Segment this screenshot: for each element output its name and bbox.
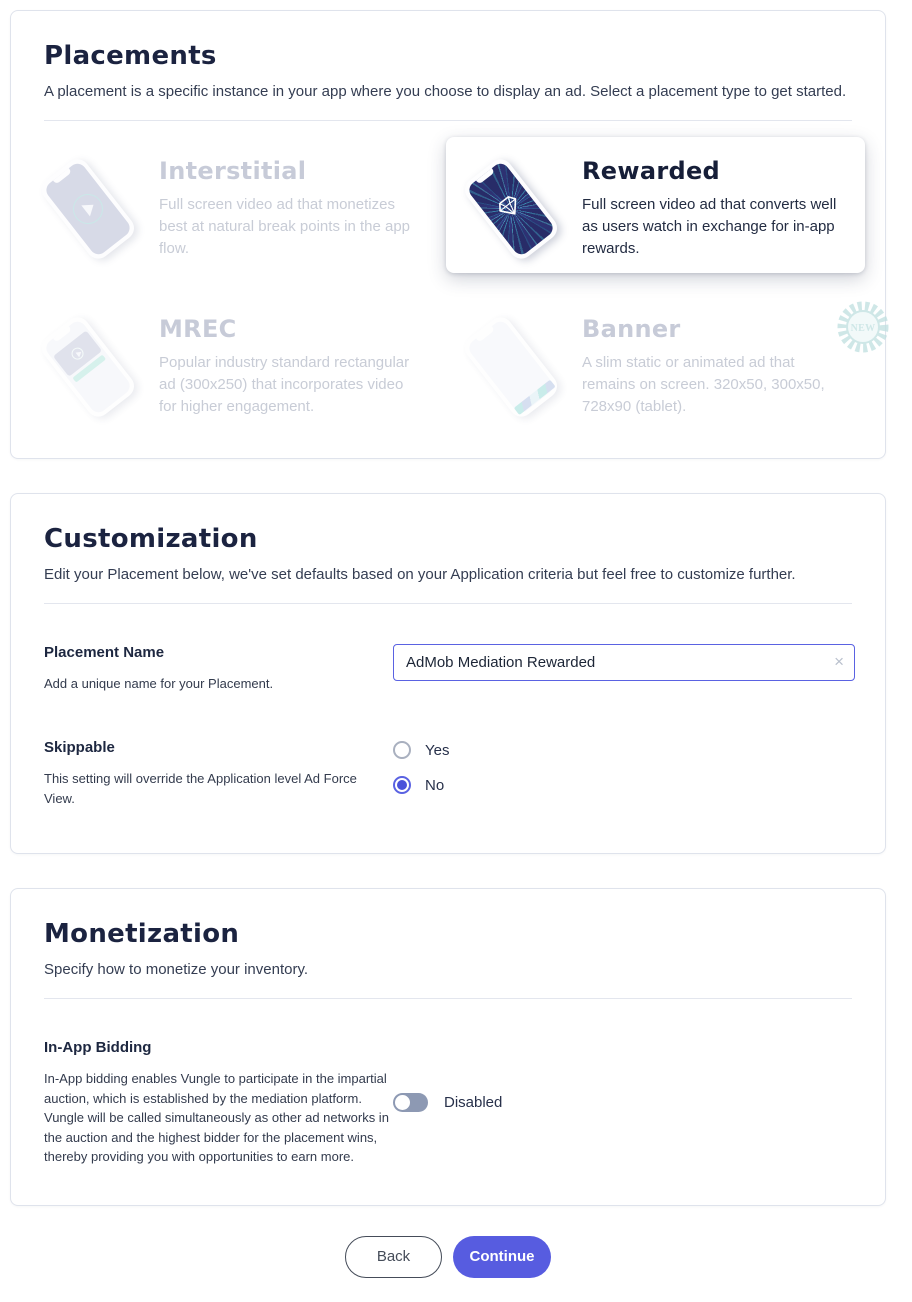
placements-title: Placements [44, 41, 217, 71]
banner-title: Banner NEW [582, 315, 845, 343]
divider [44, 603, 852, 604]
mrec-phone-icon [37, 309, 149, 417]
placement-option-banner[interactable] [446, 295, 876, 431]
footer-actions [10, 1236, 886, 1290]
toggle-knob [395, 1095, 410, 1110]
monetization-title: Monetization [44, 919, 240, 949]
rewarded-title: Rewarded [582, 157, 720, 185]
radio-selected-icon[interactable] [393, 776, 411, 794]
placement-options-grid [23, 137, 876, 458]
rewarded-phone-icon [460, 151, 572, 259]
mrec-description: Popular industry standard rectangular ad (300x250) that incorporates video for higher engagement. [159, 354, 410, 415]
skippable-option-yes[interactable] [393, 741, 852, 759]
mrec-title: MREC [159, 315, 237, 344]
banner-phone-icon [460, 309, 572, 417]
back-button[interactable]: Back [345, 1236, 442, 1278]
in-app-bidding-description: In-App bidding enables Vungle to participate in the impartial auction, which is established by the mediation platform. Vungle will be called simultaneously as other ad networks in the auction and the highest bidder for the placement wins, thereby providing you with opportunities to earn more. [44, 1071, 389, 1164]
placement-name-input[interactable] [393, 644, 855, 681]
radio-no-label: No [425, 776, 445, 794]
skippable-helper: This setting will override the Application level Ad Force View. [44, 771, 357, 806]
in-app-bidding-status: Disabled [444, 1094, 503, 1112]
placements-card [10, 10, 886, 459]
new-badge-icon [837, 301, 889, 353]
divider [44, 120, 852, 121]
customization-card [10, 493, 886, 855]
divider [44, 998, 852, 999]
skippable-option-no[interactable] [393, 776, 852, 794]
radio-yes-label: Yes [425, 741, 450, 759]
radio-unselected-icon[interactable] [393, 741, 411, 759]
monetization-card [10, 888, 886, 1206]
customization-title: Customization [44, 523, 258, 554]
placements-subtitle: A placement is a specific instance in your app where you choose to display an ad. Select a placement type to get started. [44, 83, 847, 100]
placement-name-helper: Add a unique name for your Placement. [44, 675, 274, 691]
continue-button[interactable]: Continue [453, 1236, 551, 1278]
rewarded-description: Full screen video ad that converts well as users watch in exchange for in-app rewards. [582, 196, 837, 257]
placement-option-interstitial[interactable] [23, 137, 442, 273]
interstitial-phone-icon [37, 151, 149, 259]
placement-name-label: Placement Name [44, 643, 165, 661]
placement-option-mrec[interactable] [23, 295, 442, 431]
in-app-bidding-toggle[interactable] [393, 1093, 428, 1112]
skippable-label: Skippable [44, 739, 115, 756]
banner-description: A slim static or animated ad that remains on screen. 320x50, 300x50, 728x90 (tablet). [582, 354, 825, 415]
placement-name-row [11, 644, 885, 694]
monetization-subtitle: Specify how to monetize your inventory. [44, 961, 309, 978]
customization-subtitle: Edit your Placement below, we've set defaults based on your Application criteria but feel free to customize further. [44, 565, 796, 583]
clear-input-icon[interactable]: × [834, 651, 844, 671]
in-app-bidding-label: In-App Bidding [44, 1039, 152, 1056]
in-app-bidding-row [11, 1039, 885, 1205]
placement-option-rewarded[interactable] [446, 137, 865, 273]
skippable-row [11, 739, 885, 853]
interstitial-title: Interstitial [159, 157, 307, 185]
svg-text:NEW: NEW [850, 323, 876, 335]
interstitial-description: Full screen video ad that monetizes best at natural break points in the app flow. [159, 196, 411, 257]
